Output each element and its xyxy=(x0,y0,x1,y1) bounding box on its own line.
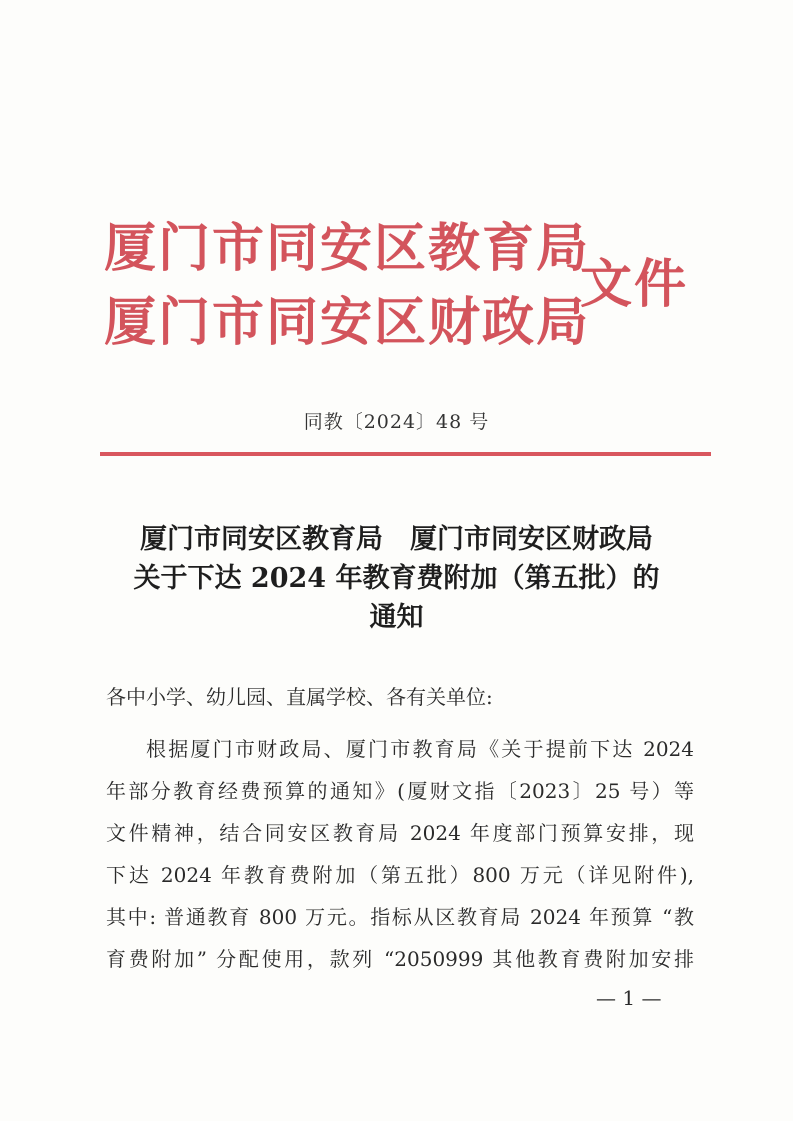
document-title xyxy=(60,520,733,637)
document-type-label: 文件 xyxy=(580,254,689,315)
page-number: — 1 — xyxy=(596,986,662,1010)
document-number: 同教〔2024〕48 号 xyxy=(303,411,490,433)
issuer-education-bureau: 厦门市同安区教育局 xyxy=(104,218,591,279)
title-line-2: 关于下达 2024 年教育费附加（第五批）的 xyxy=(133,563,660,594)
body-line: 年部分教育经费预算的通知》(厦财文指〔2023〕25 号）等 xyxy=(106,779,694,803)
body-line: 育费附加” 分配使用，款列 “2050999 其他教育费附加安排 xyxy=(106,947,694,971)
body-line: 文件精神，结合同安区教育局 2024 年度部门预算安排，现 xyxy=(106,821,694,845)
body-paragraph xyxy=(106,728,694,980)
body-line: 根据厦门市财政局、厦门市教育局《关于提前下达 2024 xyxy=(146,737,694,761)
title-line-3: 通知 xyxy=(369,602,424,633)
body-line: 下达 2024 年教育费附加（第五批）800 万元（详见附件), xyxy=(106,863,694,887)
salutation: 各中小学、幼儿园、直属学校、各有关单位: xyxy=(106,685,493,709)
red-separator-line xyxy=(100,452,711,456)
body-line: 其中: 普通教育 800 万元。指标从区教育局 2024 年预算 “教 xyxy=(106,905,694,929)
issuing-agencies xyxy=(104,212,590,360)
title-line-1: 厦门市同安区教育局 厦门市同安区财政局 xyxy=(140,524,653,555)
issuer-finance-bureau: 厦门市同安区财政局 xyxy=(104,292,591,353)
